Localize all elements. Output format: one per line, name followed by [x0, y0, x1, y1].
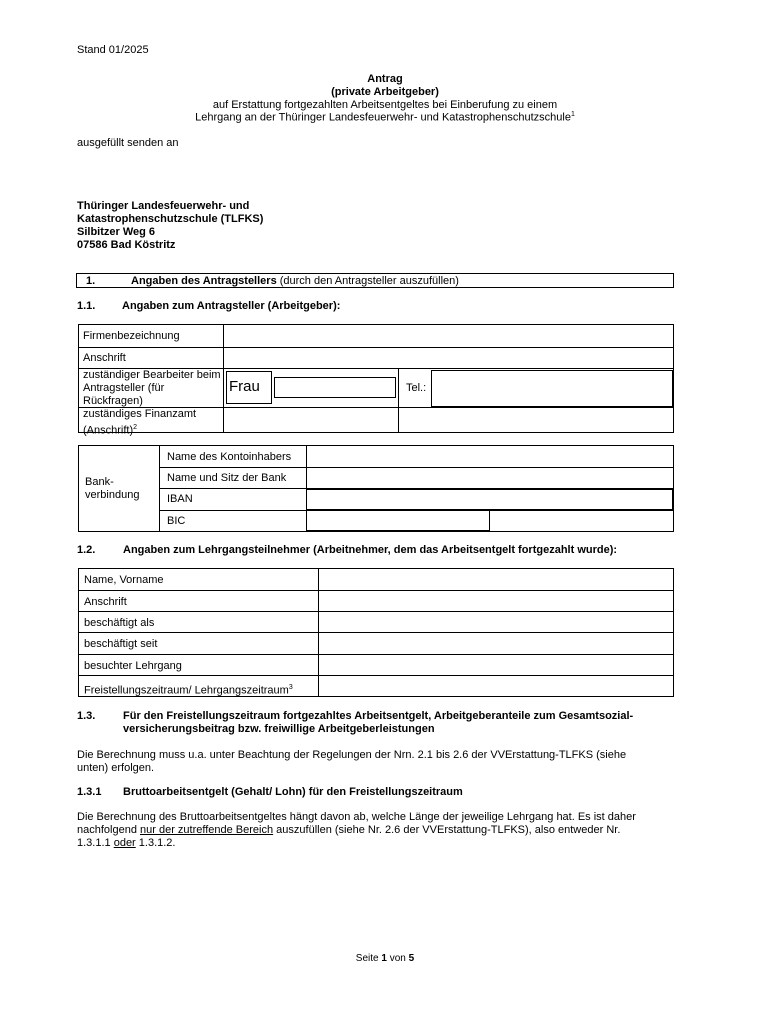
label-bankverbindung: Bank- verbindung	[85, 476, 140, 501]
label-beschaeftigt-als: beschäftigt als	[84, 617, 155, 629]
bearbeiter-name-input[interactable]	[274, 377, 396, 398]
label-finanzamt: zuständiges Finanzamt (Anschrift)$^2$	[83, 408, 197, 437]
stand-date: Stand 01/2025	[77, 44, 149, 56]
section-1-2-title: Angaben zum Lehrgangsteilnehmer (Arbeitnehmer, dem das Arbeitsentgelt fortgezahlt wurde):	[123, 544, 618, 556]
label-bankname: Name und Sitz der Bank	[167, 472, 287, 484]
salutation-select[interactable]: Frau	[226, 371, 272, 404]
title-subline-2: Lehrgang an der Thüringer Landesfeuerwehr- und Katastrophenschutzschule$^1$	[195, 111, 575, 124]
section-1-3-number: 1.3.	[77, 710, 96, 722]
section-1-header: 1. Angaben des Antragstellers (durch den Antragsteller auszufüllen)	[76, 273, 674, 288]
label-anschrift: Anschrift	[83, 352, 126, 364]
label-beschaeftigt-seit: beschäftigt seit	[84, 638, 158, 650]
section-1-1-number: 1.1.	[77, 300, 96, 312]
label-iban: IBAN	[167, 493, 193, 505]
bic-input[interactable]	[306, 510, 490, 531]
label-tel: Tel.:	[406, 382, 427, 394]
iban-input[interactable]	[306, 489, 673, 510]
section-1-3-1-text: Die Berechnung des Bruttoarbeitsentgeltes hängt davon ab, welche Länge der jeweilige Lehrgang hat. Es ist daher nachfolgend nur der zutreffende Bereich auszufüllen (siehe Nr. 2.6 der VVErstattung-TLFKS), also entweder Nr. 1.3.1.1 oder 1.3.1.2.	[77, 811, 636, 849]
label-name-vorname: Name, Vorname	[84, 574, 164, 586]
section-1-3-text: Die Berechnung muss u.a. unter Beachtung der Regelungen der Nrn. 2.1 bis 2.6 der VVErstattung-TLFKS (siehe unten) erfolgen.	[77, 749, 627, 774]
label-zeitraum: Freistellungszeitraum/ Lehrgangszeitraum$^3$	[84, 684, 293, 697]
title-antrag: Antrag	[367, 73, 403, 85]
title-private: (private Arbeitgeber)	[331, 86, 439, 98]
section-1-3-1-title: Bruttoarbeitsentgelt (Gehalt/ Lohn) für den Freistellungszeitraum	[123, 786, 463, 798]
section-1-1-title: Angaben zum Antragsteller (Arbeitgeber):	[122, 300, 341, 312]
page-number: Seite 1 von 5	[355, 953, 415, 964]
recipient-address: Thüringer Landesfeuerwehr- und Katastrophenschutzschule (TLFKS) Silbitzer Weg 6 07586 Bad Köstritz	[77, 200, 264, 251]
title-subline-1: auf Erstattung fortgezahlten Arbeitsentgeltes bei Einberufung zu einem	[212, 99, 558, 111]
section-1-3-title: Für den Freistellungszeitraum fortgezahltes Arbeitsentgelt, Arbeitgeberanteile zum Gesamtsozial- versicherungsbeitrag bzw. freiwillige Arbeitgeberleistungen	[123, 710, 634, 735]
send-to-label: ausgefüllt senden an	[77, 137, 179, 149]
label-bic: BIC	[167, 515, 186, 527]
section-1-3-1-number: 1.3.1	[77, 786, 102, 798]
label-bearbeiter: zuständiger Bearbeiter beim Antragsteller (für Rückfragen)	[83, 369, 221, 407]
label-kontoinhaber: Name des Kontoinhabers	[167, 451, 292, 463]
section-1-2-number: 1.2.	[77, 544, 96, 556]
tel-input[interactable]	[431, 370, 673, 407]
label-lehrgang: besuchter Lehrgang	[84, 660, 182, 672]
label-anschrift-an: Anschrift	[84, 596, 127, 608]
label-firmenbezeichnung: Firmenbezeichnung	[83, 330, 180, 342]
